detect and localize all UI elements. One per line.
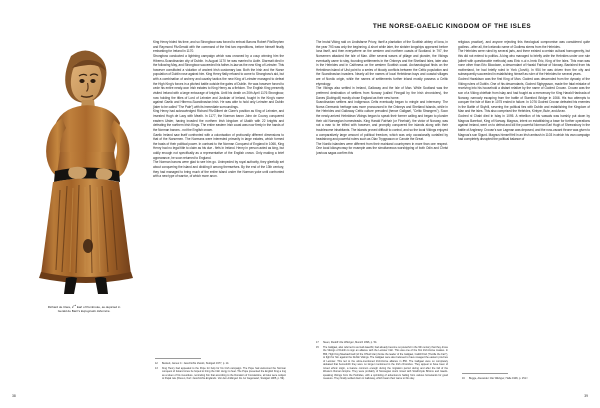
caption-part-3: Gerald de Barri's: [57, 309, 81, 314]
footnotes-right-col2: [462, 373, 594, 382]
footnote-text: [469, 377, 594, 380]
paragraph: The Norman barons were glad to see him go. Unimpeded by royal authority, they gleefully set about conquering the island and dividing it among themselves. By the end of the 13th century, they had managed to bring much of the entire island under the Norman yoke until confronted with a new type of warrior, of which more anon.: [153, 160, 284, 179]
footnote: [155, 362, 286, 365]
caption-work-title: Expugnatio Hibernica: [80, 309, 110, 314]
paragraph: Godred Haraldson was the first King of Man. Godred was descended from the dynasty of the Viking rulers of Dublin. One of his descendants, Godred Sigtrygsson, made the fatal mistake of receiving into his household a distant relative by the name of Godred Crovan. Crovan was the son of a Viking chieftain from Islay and had fought as a mercenary for King Harald Hardrada of Norway, narrowly escaping from the battle of Stamford Bridge in 1066. His two attempts to conquer the Isle of Man in 1075 ended in failure. In 1076 Godred Crovan defeated his enemies in the Battle of Skyhill, severing the political ties with Dublin and establishing the Kingdom of Man and the Isles. This also comprised the Hebrides, Kintyre, Bute, and Arran.: [458, 77, 590, 114]
paragraph: King Henry bided his time, and so Strongbow was forced to entrust Barons Robert FitzStephen and Raymond FitzGerald with the command of the first two expeditions, before himself finally embarking for Ireland in 1170.: [153, 40, 284, 54]
footnote-title-italic: Geschichte Irlands: [183, 361, 205, 365]
figure-robe-skirt: [41, 179, 131, 280]
caption-part-4: .: [109, 309, 111, 314]
footnote-text: [162, 362, 286, 365]
running-title: THE NORSE-GAELIC KINGDOM OF THE ISLES: [372, 23, 532, 30]
figure-right-leg: [95, 277, 108, 294]
figure-block: [10, 40, 158, 314]
paragraph: Godred ni Chabi died in Islay in 1095. A rebellion of his vassals was harshly put down by Magnus Barefoot, King of Norway. Magnus, intent on establishing a base for further operations against Ireland, went on to defeat and kill the powerful Norman Earl Hugh of Shrewsbury in the battle of Anglesey. Crovan's son Lagman was deposed, and the now-vacant throne was given to Magnus's son Sigurd. Magnus himself fell in an Irish ambush in 1103 in which his own campaign had completely disrupted the political balance of: [458, 114, 591, 142]
footnote-text: [323, 341, 448, 344]
footnote-text: The Gallgael, also referred to as Gall-Gaedhil, had already become so powerful in the 9th century that they drove the Vikings of Dublin to sign an alliance with the Leinster Irish. This was one of the first Irish-Norse treaties. In 856, High King Maelsachnaill (of the O'Neill clan) broke the leader of the Gallgael, Caittill Find ("Ketille the Fair"), to fight for him against the Dublin Vikings. The Gallgael were also believed to have ravaged the eastern province of Leinster. This led to the afore-mentioned Irish-Norse alliance in 856. The Gallgael were so completely defeated that henceforth they were no longer mentioned in the Irish chronicles. They appear to have been of mixed ethnic origin, a feature common enough during the migration period during and after the fall of the Western Roman Empire. They were probably of Norwegian stock mixed with Strathclyde Britons and Gaelic-speaking Vikings from the Hebrides, with a sprinkling of adventurers hailing from various homelands for good measure. They finally settled down in Galloway, which bears their name to this day.: [323, 345, 448, 380]
page-right: [300, 0, 600, 408]
figure-left-hand: [68, 167, 86, 179]
footnote-text: [162, 367, 286, 381]
footnote-text-part: , Stuttgart 1977, p. 14.: [204, 361, 230, 365]
footnote-text-part: Bugge, Alexander:: [469, 376, 491, 380]
left-column-figure: [12, 40, 143, 314]
right-page-columns: [316, 40, 591, 156]
footnote: [316, 341, 448, 344]
footnote-number: 17: [316, 340, 319, 344]
footnote: [155, 367, 286, 381]
paragraph: Strongbow conducted a lightning campaign which was crowned by a coup winning him the Hiberno-Scandinavian city of Dublin. In August 1170 he was married to Aoife. Diarmait died in the following May, and Strongbow succeeded his father-in-law as the new King of Leinster. This however constituted a violation of ancient Irish customary law. Both the Irish and the Norse population of Dublin rose against him. King Henry flatly refused to come to Strongbow's aid, but with a combination of archery and cavalry tactics the new King of Leinster managed to defeat the High King's forces in a pitched battle outside the gates of Dublin. He was however forced to cede his entire newly-won Irish estates to King Henry as a fiefdom. The English King presently visited Ireland with a large entourage of knights. Until his death on 20th April 1176 Strongbow, now holding the titles of Lord of Leinster and Justiciar of Ireland, fought in the King's name against Gaelic and Hiberno-Scandinavian Irish. He was able to hold only Leinster and Dublin (later to be called "The Pale") with its immediate surroundings.: [153, 53, 284, 109]
footnote: [316, 346, 448, 381]
figure-left-leg: [64, 277, 77, 294]
footnote-title-italic: Die Wikinger: [490, 376, 505, 380]
right-column-2: [458, 40, 590, 142]
paragraph: King Henry had acknowledged Richard FitzGilbert de Clare's position as King of Leinster, and invested Hugh de Lacy with Meath. In 1177, the Norman baron John de Courcy conquered eastern Ulster, having invaded the northern Irish kingdom of Ulaidh with 22 knights and defeating the northern Irish Kings. The entire eastern Irish coast was now firmly in the hands of the Norman barons - not the English crown.: [153, 109, 284, 132]
footnote-title-italic: Geschichte Englands. Von den Anfängen bis zur Gegenwart: [192, 376, 260, 380]
paragraph: The Hebrides were ruled by several jarls, and there existed a certain cultural homogeneity, but this did not extend to politics. A king who managed to briefly unite the Hebrides under one rule (albeit with questionable methods) was Eiric n-ui n-Imric Eric, King of the Isles. This man was none other than Eric Bloodaxe, a descendant of Harald Fairhair of Norway. Banished from his motherland, he had briefly ruled in York (Jorvik). In 954 he was driven from the city and subsequently succeeded in establishing himself as ruler of the Hebrides for several years.: [458, 49, 590, 77]
paragraph: religious practice), and anyone rejecting this theological compromise was considered quite godless - after all, the Icelandic name of Godless stems from the Hebrides.: [458, 40, 590, 49]
richard-de-clare-illustration: [10, 40, 158, 298]
paragraph: The Nordic islanders were different from their mainland countrymen in more than one respect. One local idiosyncrasy for example was the simultaneous worshipping of both Odin and Christ (various sagas confirm this: [316, 141, 448, 155]
running-title-spacer-left: [12, 22, 284, 31]
footnote-rule: [155, 358, 201, 359]
paragraph: The Vikings also settled in Ireland, Galloway and the Isle of Man. While Scotland was the preferred destination of settlers from Norway (called Finngall by the Irish chroniclers), the Danes (Dubhgoill) mostly chose England as their new home.: [316, 86, 448, 100]
footnote-text-part: King Henry had appealed to the Pope for help for his Irish campaign. The Pope had welcomed the Norman conquest of Ireland since he hoped to bring the Irish clergy to heel. The Pope presented the English King a ring as a token of his investiture, reminding him that according to the Donation of Constantine, all isles were subject to Papal rule (Kluxen, Kurt:: [162, 366, 286, 380]
footnote: [462, 377, 594, 380]
footnote-number: 16: [462, 376, 465, 380]
footnote-text-part: Beckett, James C.:: [162, 361, 184, 365]
footnote-number: 15: [316, 345, 319, 349]
left-column-text: [153, 40, 284, 179]
footnotes-right-col1: [316, 341, 448, 382]
medieval-figure-drawing: [10, 40, 158, 298]
paragraph: Gaelic Ireland saw itself confronted with a colonisation of profoundly different dimensions to that of the Norsemen. The Normans were interested primarily in large estates, which formed the basis of their political power. In contrast to the Norman Conquest of England in 1066, King Henry had no legal title to claim as his due - fiefs in Ireland. Henry in person acted as king, but oddly enough not specifically as a representative of the English crown. Only making a brief appearance, he soon returned to England.: [153, 132, 284, 160]
caption-part-1: Richard de Clare, 2: [47, 305, 74, 309]
left-page-columns: [12, 40, 284, 314]
page-number-left: 38: [12, 394, 16, 398]
footnote-text-part: , Munich 1996, p. 54.: [353, 340, 378, 344]
footnote-number: 13: [155, 366, 158, 370]
footnote-text-part: , Halle 1906, p. 151 f.: [504, 376, 529, 380]
page-number-right: 39: [584, 394, 588, 398]
footnote-text-part: , Stuttgart 1985, p. 59).: [259, 376, 285, 380]
paragraph: Scandinavian settlers and indigenous Celts eventually began to mingle and intermarry. The Norse-Germanic heritage was more pronounced in the Orkneys and Shetland Islands, while in the Hebrides and Galloway Celtic culture prevailed (hence Gallgael, "Celtic Strangers"). Soon the newly-arrived Hebridean Vikings began to speak their former calling and began to plunder their old Norwegian homesteads. King Harald Fairhair (or Finehair), the victor of Norway, was not a man to be trifled with however, and promptly conquered the islands along with their troublesome inhabitants. The islands proved difficult to control, and so the local Vikings enjoyed a comparatively large amount of political freedom, which was only occasionally curtailed by headstrong and powerful rulers such as Olav Tryggvason or Canute the Great.: [316, 100, 448, 142]
figure-right-hand: [96, 168, 112, 180]
footnote-title-italic: Die Wikinger: [339, 340, 354, 344]
right-column-1: [316, 40, 448, 156]
caption-ordinal-suffix: nd: [73, 305, 77, 307]
footnote-number: 12: [155, 361, 158, 365]
figure-caption: [10, 304, 158, 314]
paragraph: The brutal Viking raid on Lindisfarne Priory, itself a plantation of the Scottish abbey of Iona, in the year 793 was only the beginning. A short while later, the sinister longships appeared before Iona itself, and then everywhere on the western and northern coasts of Scotland. In 797, the Norsemen attacked the Isle of Man. After several waves of pillage and plunder, the Vikings eventually came to stay, founding settlements in the Orkneys and the Shetland Isles, later also in the Hebrides and in Caithness on the western Scottish coast. Archaeological finds on the Hebridean island of Uist point to a series of bloody conflicts between the Celtic population and the Scandinavian invaders. Nearly all the names of local Hebridean bays and coastal villages are of Nordic origin, while the names of settlements further inland mostly possess a Celtic etymology.: [316, 40, 448, 86]
footnote-rule: [462, 373, 508, 374]
footnote-text-part: Steen, Rudolf:: [323, 340, 340, 344]
caption-part-2: Earl of Pembroke, as depicted in: [76, 305, 121, 309]
footnotes-left: [155, 358, 286, 382]
